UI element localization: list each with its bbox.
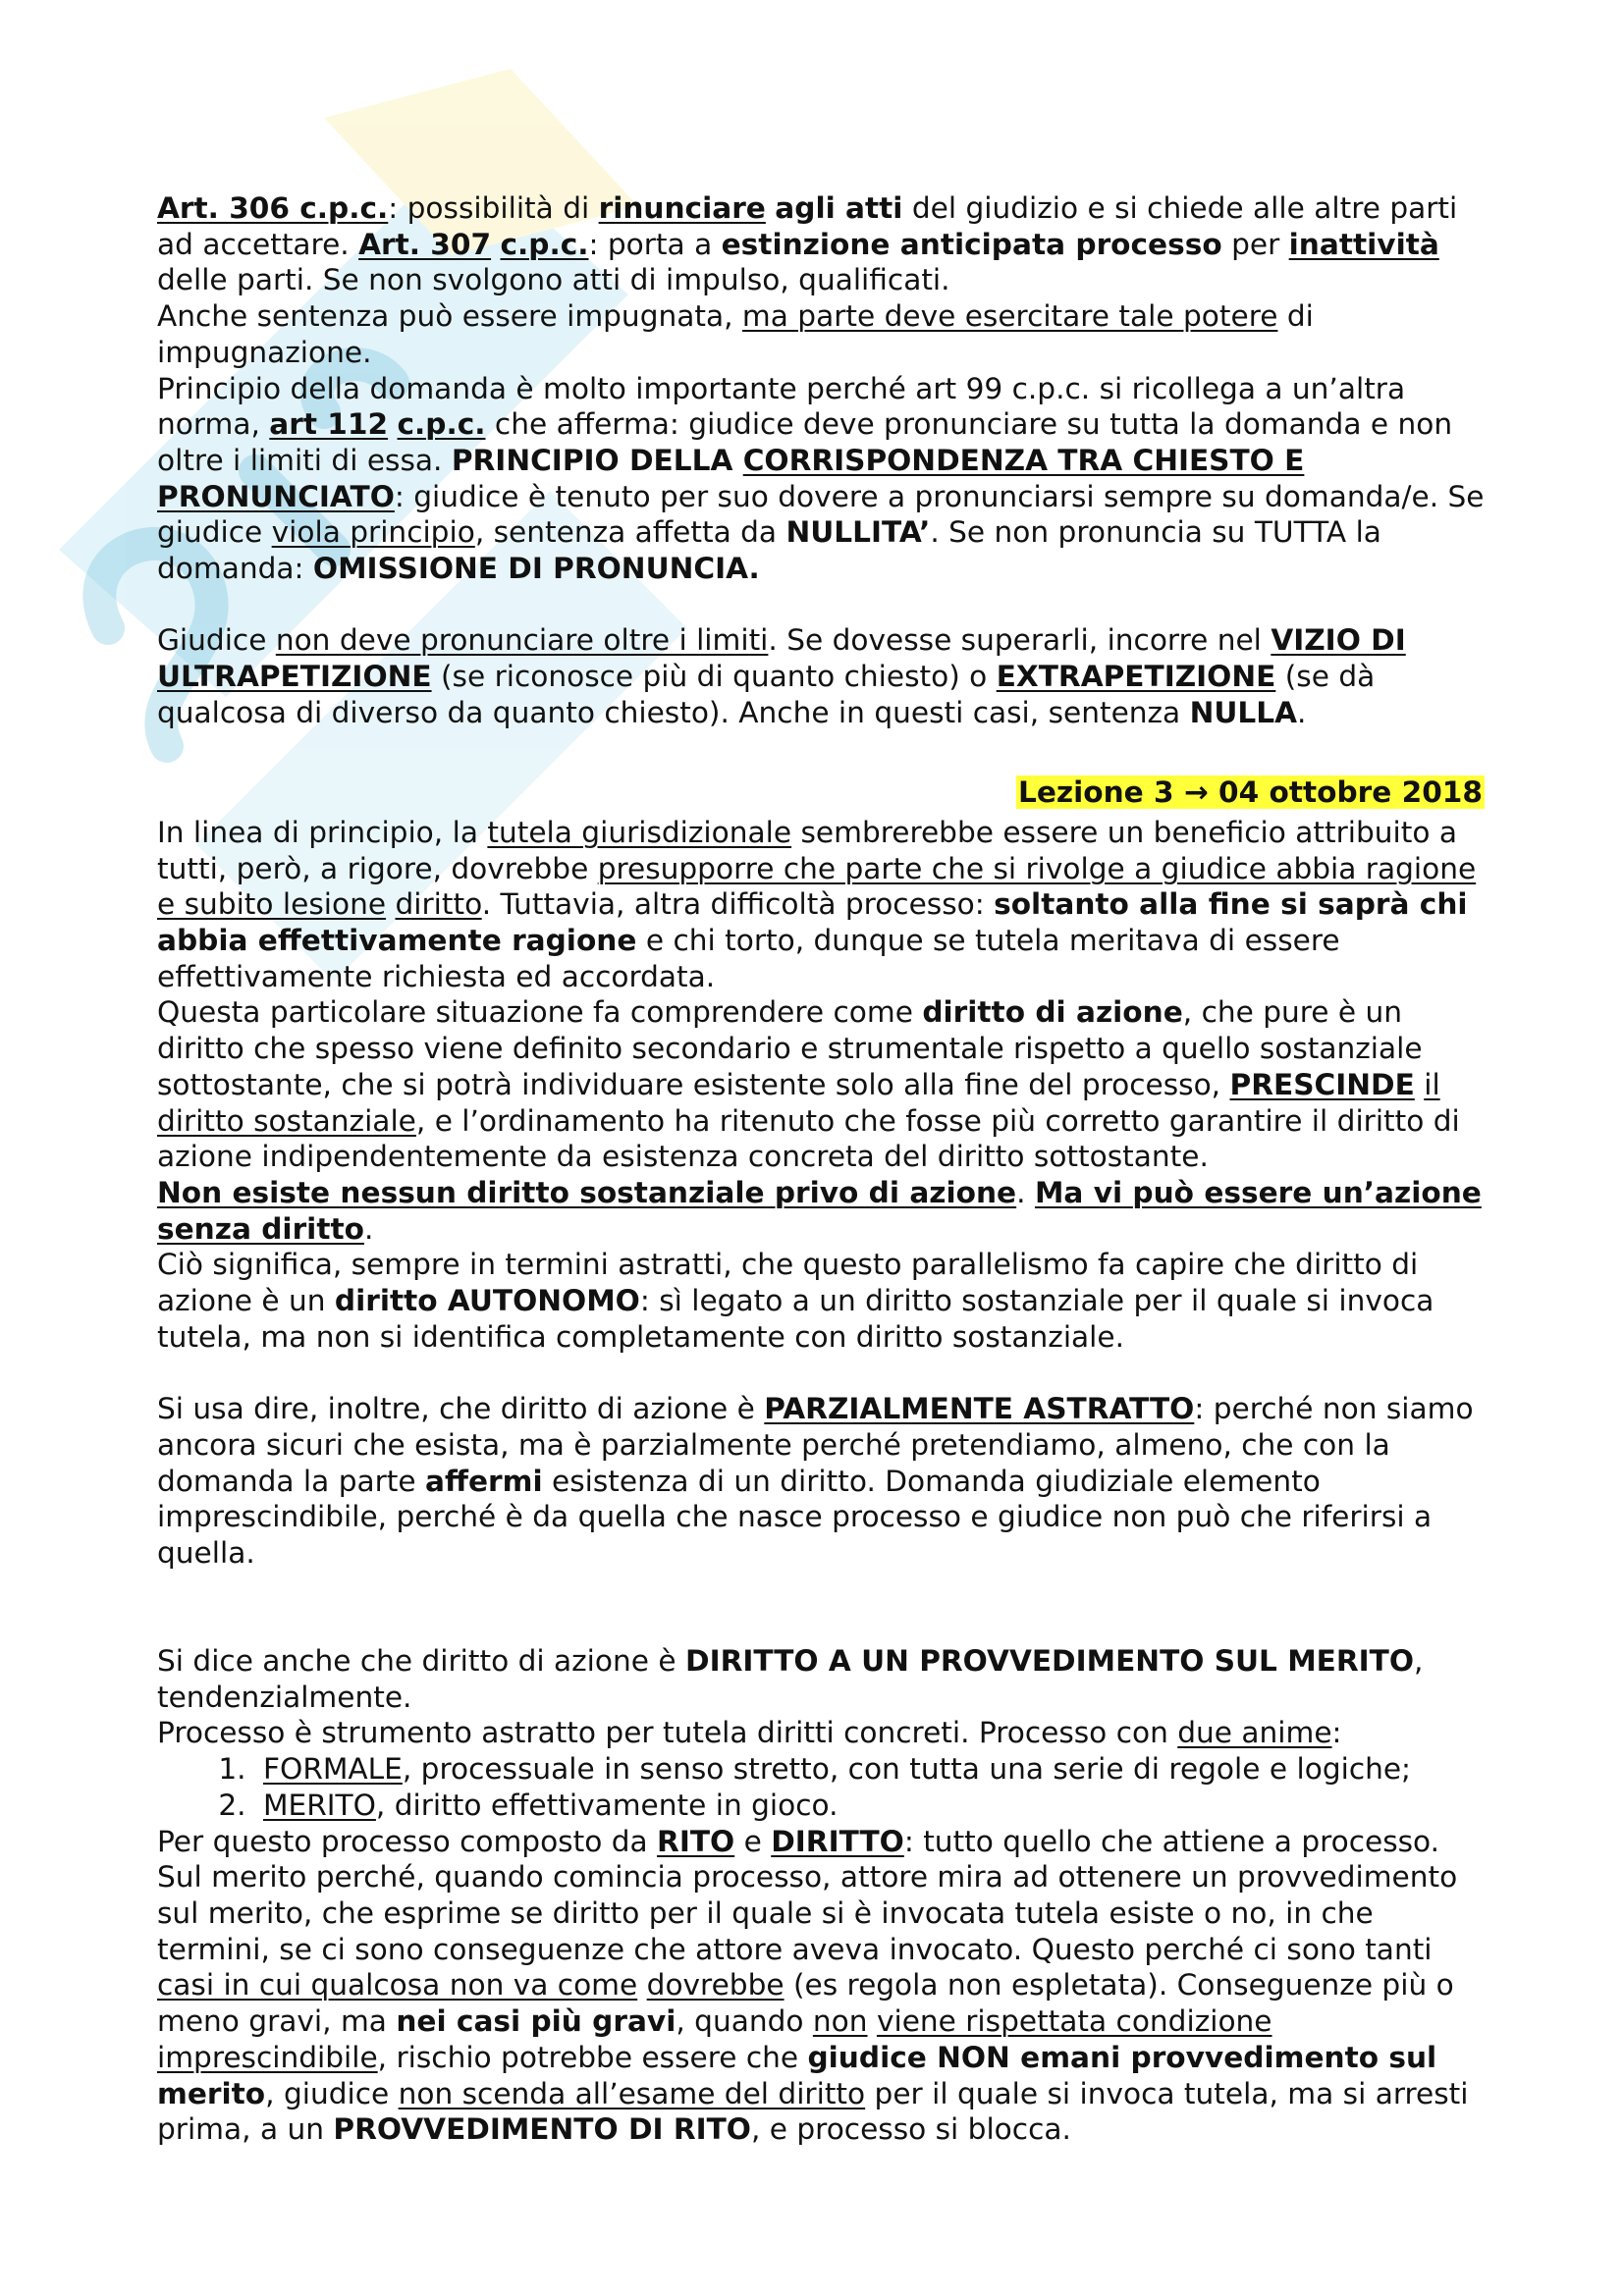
paragraph: Si usa dire, inoltre, che diritto di azione è PARZIALMENTE ASTRATTO: perché non siamo ancora sicuri che esista, ma è parzialmente perché pretendiamo, almeno, che con la domanda la parte affermi esistenza di un diritto. Domanda giudiziale elemento imprescindibile, perché è da quella che nasce processo e giudice non può che riferirsi a quella. bbox=[157, 1392, 1474, 1570]
list-item: 1. FORMALE, processuale in senso stretto, con tutta una serie di regole e logiche; bbox=[255, 1751, 1485, 1788]
paragraph: Principio della domanda è molto importante perché art 99 c.p.c. si ricollega a un’altra norma, art 112 c.p.c. che afferma: giudice deve pronunciare su tutta la domanda e non oltre i limiti di essa. PRINCIPIO DELLA CORRISPONDENZA TRA CHIESTO E PRONUNCIATO: giudice è tenuto per suo dovere a pronunciarsi sempre su domanda/e. Se giudice viola principio, sentenza affetta da NULLITA’. Se non pronuncia su TUTTA la domanda: OMISSIONE DI PRONUNCIA. bbox=[157, 371, 1485, 586]
lesson-heading: Lezione 3 → 04 ottobre 2018 bbox=[1017, 775, 1483, 810]
spacer bbox=[157, 1355, 1485, 1391]
spacer bbox=[157, 1572, 1485, 1643]
paragraph: Giudice non deve pronunciare oltre i limiti. Se dovesse superarli, incorre nel VIZIO DI ULTRAPETIZIONE (se riconosce più di quanto chiesto) o EXTRAPETIZIONE (se dà qualcosa di diverso da quanto chiesto). Anche in questi casi, sentenza NULLA. bbox=[157, 623, 1406, 729]
paragraph: Art. 306 c.p.c.: possibilità di rinunciare agli atti del giudizio e si chiede alle altre parti ad accettare. Art. 307 c.p.c.: porta a estinzione anticipata processo per inattività delle parti. Se non svolgono atti di impulso, qualificati. bbox=[157, 191, 1458, 297]
paragraph: Anche sentenza può essere impugnata, ma parte deve esercitare tale potere di impugnazione. bbox=[157, 299, 1314, 369]
spacer bbox=[157, 731, 1485, 768]
paragraph: Sul merito perché, quando comincia processo, attore mira ad ottenere un provvedimento sul merito, che esprime se diritto per il quale si è invocata tutela esiste o no, in che termini, se ci sono conseguenze che attore aveva invocato. Questo perché ci sono tanti casi in cui qualcosa non va come dovrebbe (es regola non espletata). Conseguenze più o meno gravi, ma nei casi più gravi, quando non viene rispettata condizione imprescindibile, rischio potrebbe essere che giudice NON emani provvedimento sul merito, giudice non scenda all’esame del diritto per il quale si invoca tutela, ma si arresti prima, a un PROVVEDIMENTO DI RITO, e processo si blocca. bbox=[157, 1860, 1469, 2147]
paragraph: Processo è strumento astratto per tutela diritti concreti. Processo con due anime: bbox=[157, 1716, 1342, 1750]
paragraph: In linea di principio, la tutela giurisdizionale sembrerebbe essere un beneficio attribuito a tutti, però, a rigore, dovrebbe presupporre che parte che si rivolge a giudice abbia ragione e subito lesione diritto. Tuttavia, altra difficoltà processo: soltanto alla fine si saprà chi abbia effettivamente ragione e chi torto, dunque se tutela meritava di essere effettivamente richiesta ed accordata. bbox=[157, 815, 1477, 993]
numbered-list bbox=[157, 1751, 1485, 1823]
paragraph: Per questo processo composto da RITO e DIRITTO: tutto quello che attiene a processo. bbox=[157, 1824, 1440, 1858]
document-page bbox=[157, 190, 1485, 2148]
list-item: 2. MERITO, diritto effettivamente in gioco. bbox=[255, 1788, 1485, 1824]
paragraph: Si dice anche che diritto di azione è DIRITTO A UN PROVVEDIMENTO SUL MERITO, tendenzialmente. bbox=[157, 1644, 1424, 1714]
paragraph: Ciò significa, sempre in termini astratti, che questo parallelismo fa capire che diritto di azione è un diritto AUTONOMO: sì legato a un diritto sostanziale per il quale si invoca tutela, ma non si identifica completamente con diritto sostanziale. bbox=[157, 1248, 1434, 1354]
spacer bbox=[157, 587, 1485, 623]
paragraph: Non esiste nessun diritto sostanziale privo di azione. Ma vi può essere un’azione senza diritto. bbox=[157, 1175, 1482, 1246]
paragraph: Questa particolare situazione fa comprendere come diritto di azione, che pure è un diritto che spesso viene definito secondario e strumentale rispetto a quello sostanziale sottostante, che si potrà individuare esistente solo alla fine del processo, PRESCINDE il diritto sostanziale, e l’ordinamento ha ritenuto che fosse più corretto garantire il diritto di azione indipendentemente da esistenza concreta del diritto sottostante. bbox=[157, 995, 1460, 1174]
